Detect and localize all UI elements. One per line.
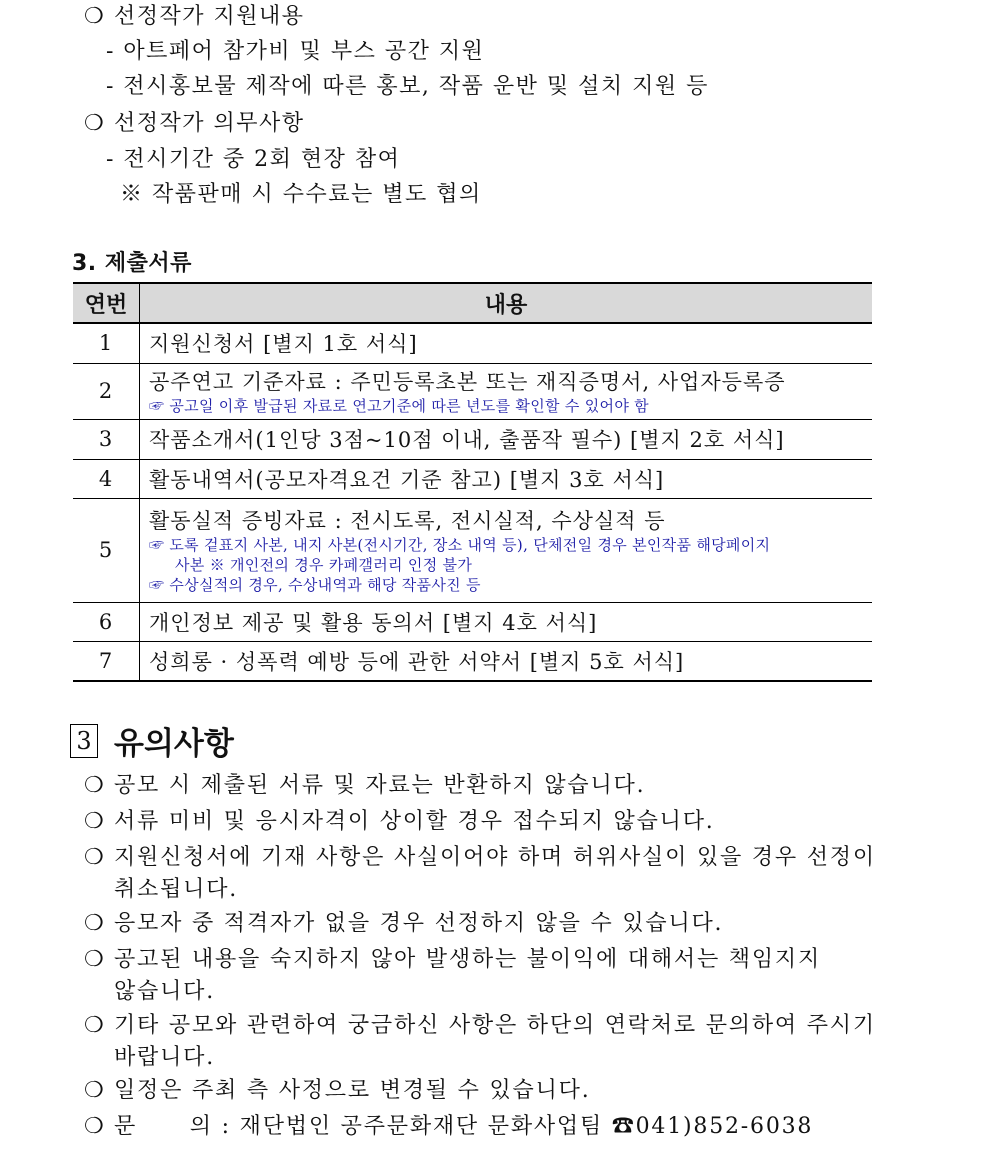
table-row	[73, 641, 872, 681]
duty-item-1: - 전시기간 중 2회 현장 참여	[106, 147, 401, 172]
row-content: 작품소개서(1인당 3점~10점 이내, 출품작 필수) [별지 2호 서식]	[140, 419, 873, 459]
row-number: 6	[73, 602, 140, 641]
list-item: ❍ 서류 미비 및 응시자격이 상이할 경우 접수되지 않습니다.	[84, 806, 715, 838]
row-content	[140, 498, 873, 602]
bullet-circle-icon: ❍	[84, 773, 106, 798]
row-note: ☞ 수상실적의 경우, 수상내역과 해당 작품사진 등	[149, 576, 481, 594]
row-number: 3	[73, 419, 140, 459]
list-item: ❍ 공고된 내용을 숙지하지 않아 발생하는 불이익에 대해서는 책임지지 않습니다.	[84, 944, 821, 1008]
duty-heading: ❍ 선정작가 의무사항	[84, 111, 305, 136]
table-row	[73, 459, 872, 498]
row-content: 지원신청서 [별지 1호 서식]	[140, 323, 873, 363]
row-content: 활동내역서(공모자격요건 기준 참고) [별지 3호 서식]	[140, 459, 873, 498]
table-row	[73, 498, 872, 602]
bullet-circle-icon: ❍	[84, 111, 106, 136]
table-row	[73, 363, 872, 419]
contact-item: ❍ 문 의 : 재단법인 공주문화재단 문화사업팀 ☎041)852-6038	[84, 1111, 813, 1143]
list-item: ❍ 기타 공모와 관련하여 궁금하신 사항은 하단의 연락처로 문의하여 주시기 바랍니다.	[84, 1010, 876, 1074]
notice-section-heading	[70, 718, 234, 763]
support-item-2: - 전시홍보물 제작에 따른 홍보, 작품 운반 및 설치 지원 등	[106, 74, 709, 99]
table-row	[73, 419, 872, 459]
bullet-circle-icon: ❍	[84, 4, 106, 29]
row-note: ☞ 도록 겉표지 사본, 내지 사본(전시기간, 장소 내역 등), 단체전일 경우 본인작품 해당페이지	[149, 536, 771, 554]
col-content-header: 내용	[140, 283, 873, 323]
list-item: ❍ 공모 시 제출된 서류 및 자료는 반환하지 않습니다.	[84, 770, 645, 802]
bullet-circle-icon: ❍	[84, 1114, 106, 1139]
submission-docs-table	[73, 282, 872, 682]
row-text: 활동실적 증빙자료 : 전시도록, 전시실적, 수상실적 등	[149, 509, 666, 533]
duty-note: ※ 작품판매 시 수수료는 별도 협의	[120, 182, 482, 207]
row-text: 공주연고 기준자료 : 주민등록초본 또는 재직증명서, 사업자등록증	[149, 370, 786, 394]
submission-docs-heading: 3. 제출서류	[72, 251, 192, 276]
bullet-circle-icon: ❍	[84, 845, 106, 870]
support-heading: ❍ 선정작가 지원내용	[84, 4, 305, 29]
section-number-box: 3	[70, 724, 98, 758]
table-row	[73, 602, 872, 641]
table-row	[73, 323, 872, 363]
row-content: 개인정보 제공 및 활용 동의서 [별지 4호 서식]	[140, 602, 873, 641]
table-header-row	[73, 283, 872, 323]
row-number: 5	[73, 498, 140, 602]
notice-title: 유의사항	[114, 726, 234, 762]
row-number: 4	[73, 459, 140, 498]
bullet-circle-icon: ❍	[84, 1078, 106, 1103]
bullet-circle-icon: ❍	[84, 1013, 106, 1038]
row-content: 성희롱 · 성폭력 예방 등에 관한 서약서 [별지 5호 서식]	[140, 641, 873, 681]
list-item: ❍ 지원신청서에 기재 사항은 사실이어야 하며 허위사실이 있을 경우 선정이 취소됩니다.	[84, 842, 876, 906]
list-item: ❍ 응모자 중 적격자가 없을 경우 선정하지 않을 수 있습니다.	[84, 908, 723, 940]
support-item-1: - 아트페어 참가비 및 부스 공간 지원	[106, 39, 485, 64]
row-note: ☞ 공고일 이후 발급된 자료로 연고기준에 따른 년도를 확인할 수 있어야 함	[149, 397, 649, 415]
bullet-circle-icon: ❍	[84, 947, 106, 972]
bullet-circle-icon: ❍	[84, 809, 106, 834]
row-number: 1	[73, 323, 140, 363]
row-number: 7	[73, 641, 140, 681]
bullet-circle-icon: ❍	[84, 911, 106, 936]
col-no-header: 연번	[73, 283, 140, 323]
row-content	[140, 363, 873, 419]
row-number: 2	[73, 363, 140, 419]
list-item: ❍ 일정은 주최 측 사정으로 변경될 수 있습니다.	[84, 1075, 591, 1107]
row-note: 사본 ※ 개인전의 경우 카페갤러리 인정 불가	[175, 556, 473, 574]
